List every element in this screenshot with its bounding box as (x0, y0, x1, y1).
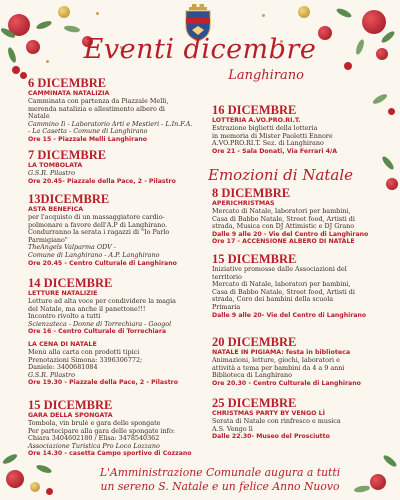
event-card (212, 335, 388, 387)
event-date: 15 DICEMBRE (28, 398, 113, 412)
event-description: Serata di Natale con rinfresco e musica A.S. Vengo lì (212, 417, 341, 433)
ornament-gold-ball (30, 482, 40, 492)
event-organizer: G.S.R. Pilastro (28, 169, 75, 177)
event-time-place: Ore 19.30 - Piazzale della Pace, 2 - Pilastro (28, 379, 178, 387)
event-card (212, 252, 388, 319)
berry-icon (46, 488, 53, 495)
event-time-place: Ore 20.30 - Centro Culturale di Langhirano (212, 379, 361, 387)
ornament-red-ball (6, 470, 24, 488)
event-description: Iniziative promosse dalle Associazioni del territorio Mercato di Natale, laboratori per bambini, Casa di Babbo Natale, Street food, Artisti di strada, Coro dei bambini della scuola Primaria (212, 265, 355, 311)
sparkle-icon (262, 14, 265, 17)
event-date: 25 DICEMBRE (212, 396, 297, 410)
ornament-red-ball (362, 10, 386, 34)
leaf-icon (35, 463, 52, 474)
event-time-place: Dalle 9 alle 20 - Vie del Centro di Langhirano Ore 17 - ACCENSIONE ALBERO DI NATALE (212, 230, 369, 246)
event-card (212, 103, 388, 155)
event-title: APERICHRISTMAS (212, 200, 275, 207)
event-date: 20 DICEMBRE (212, 335, 297, 349)
event-time-place: Dalle 22.30- Museo del Prosciutto (212, 433, 330, 441)
berry-icon (12, 66, 20, 74)
event-date: 14 DICEMBRE (28, 276, 113, 290)
page-title: Eventi dicembre (83, 34, 317, 65)
event-description: Camminata con partenza da Piazzale Melli, merenda natalizia e allestimento albero di Natale (28, 97, 169, 121)
event-title: LA TOMBOLATA (28, 162, 83, 169)
event-title: CAMMINATA NATALIZIA (28, 90, 110, 97)
event-organizer: Associazione Turistica Pro Loco Lozzano (28, 441, 160, 450)
footer-greeting: L'Amministrazione Comunale augura a tutti un sereno S. Natale e un felice Anno Nuovo (99, 466, 341, 493)
event-date: 7 DICEMBRE (28, 148, 107, 162)
event-description: Mercato di Natale, laboratori per bambini, Casa di Babbo Natale, Street food, Artisti di strada, Musica con DJ Attimistic e DJ Grano (212, 207, 355, 231)
event-title: LOTTERIA A.VO.PRO.RI.T. (212, 117, 301, 124)
event-date: 13DICEMBRE (28, 192, 110, 206)
event-organizer: G.S.R. Pilastro (28, 370, 75, 379)
event-card (212, 186, 388, 246)
event-card (28, 276, 208, 336)
leaf-icon (381, 155, 396, 171)
event-card (28, 76, 208, 144)
section-heading-emozioni: Emozioni di Natale (208, 166, 354, 184)
event-time-place: Ore 14.30 - casetta Campo sportivo di Cozzano (28, 450, 192, 458)
event-title: LETTURE NATALIZIE (28, 290, 98, 297)
event-description: Estrazione biglietti della lotteria in memoria di Mister Paoletti Ennore A.VO.PRO.RI.T. Sez. di Langhirano (212, 124, 333, 148)
event-time-place: Dalle 9 alle 20- Vie del Centro di Langhirano (212, 311, 367, 319)
event-description: Letture ad alta voce per condividere la magia del Natale, ma anche il panettone!!! Incontro rivolto a tutti (28, 297, 176, 321)
event-organizer: Scienzateca - Donne di Torrechiara - Googol (28, 319, 172, 328)
leaf-icon (64, 25, 81, 34)
ornament-gold-ball (298, 6, 310, 18)
berry-icon (20, 72, 27, 79)
event-description: Menù alla carta con prodotti tipici Prenotazioni Simona: 3396306772; Daniele: 3400681084 (28, 348, 143, 372)
event-card (28, 148, 208, 185)
event-time-place: Ore 16 - Centro Culturale di Torrechiara (28, 328, 167, 336)
event-title: LA CENA DI NATALE (28, 341, 97, 348)
event-card (28, 341, 208, 387)
event-time-place: Ore 15 - Piazzale Melli Langhirano (28, 135, 148, 143)
event-date: 6 DICEMBRE (28, 76, 107, 90)
leaf-icon (2, 452, 19, 465)
ornament-gold-ball (58, 6, 70, 18)
event-organizer: TheAngels Valparma ODV - Comune di Langhirano - A.P. Langhirano (28, 243, 160, 259)
event-description: Tombola, vin brulè e gara delle spongate Per partecipare alla gara delle spongate info: Chiara 3404602180 / Elisa: 3478540362 (28, 419, 176, 443)
event-date: 15 DICEMBRE (212, 252, 297, 266)
event-card (212, 396, 388, 441)
event-title: GARA DELLA SPONGATA (28, 412, 113, 419)
event-description: Animazioni, letture, giochi, laboratori e attività a tema per bambini da 4 a 9 anni Biblioteca di Langhirano (212, 356, 345, 380)
leaf-icon (35, 19, 52, 30)
event-date: 16 DICEMBRE (212, 103, 297, 117)
berry-icon (388, 108, 395, 115)
event-title: ASTA BENEFICA (28, 206, 84, 213)
event-title: NATALE IN PIGIAMA: festa in biblioteca (212, 349, 351, 356)
event-date: 8 DICEMBRE (212, 186, 291, 200)
event-time-place: Ore 20.45- Piazzale della Pace, 2 - Pilastro (28, 177, 176, 185)
event-card (28, 398, 208, 458)
event-card (28, 192, 208, 267)
leaf-icon (335, 7, 352, 19)
page-subtitle: Langhirano (228, 68, 304, 83)
event-title: CHRISTMAS PARTY BY VENGO LÌ (212, 410, 326, 417)
event-organizer: Cammino Ii - Laboratorio Arti e Mestieri - L.In.F.A. - La Casetta - Comune di Langhirano (28, 119, 193, 136)
sparkle-icon (96, 12, 99, 15)
leaf-icon (382, 454, 398, 469)
event-description: per l'acquisto di un massaggiatore cardio- polmonare a favore dell'A.P di Langhirano. Condurranno la serata i ragazzi di "Io Parlo Parmigiano" (28, 213, 170, 244)
event-time-place: Ore 21 - Sala Donati, Via Ferrari 4/A (212, 147, 338, 155)
event-time-place: Ore 20.45 - Centro Culturale di Langhirano (28, 259, 177, 267)
